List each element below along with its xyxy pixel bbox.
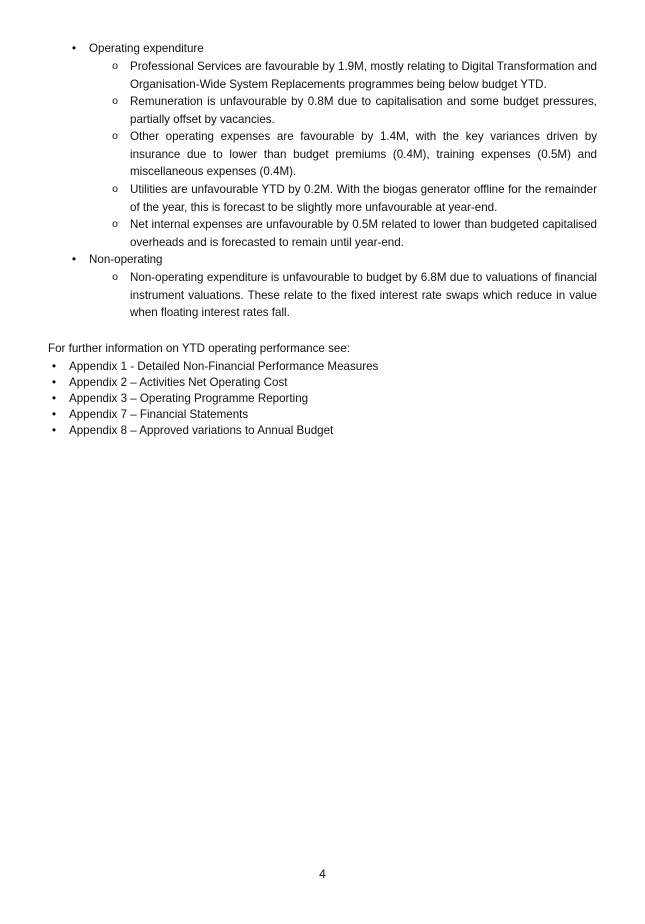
sub-bullet-icon: o (112, 218, 118, 230)
section-heading-text: Non-operating (89, 253, 163, 266)
bullet-icon: • (51, 375, 57, 389)
list-item (112, 93, 597, 128)
list-item (112, 269, 597, 322)
bullet-icon: • (51, 423, 57, 437)
sub-bullet-icon: o (112, 95, 118, 107)
list-item-text: Utilities are unfavourable YTD by 0.2M. With the biogas generator offline for the remainder of the year, this is forecast to be slightly more unfavourable at year-end. (130, 183, 597, 214)
bullet-icon: • (51, 359, 57, 373)
list-item (112, 181, 597, 216)
sub-bullet-icon: o (112, 130, 118, 142)
appendix-label: Appendix 3 – Operating Programme Reporting (69, 392, 309, 405)
appendix-label: Appendix 1 - Detailed Non-Financial Performance Measures (69, 360, 379, 373)
appendix-item (51, 390, 589, 408)
appendix-label: Appendix 2 – Activities Net Operating Cost (69, 376, 288, 389)
appendix-label: Appendix 7 – Financial Statements (69, 408, 249, 421)
list-item-text: Remuneration is unfavourable by 0.8M due to capitalisation and some budget pressures, partially offset by vacancies. (130, 95, 597, 126)
appendix-item (51, 358, 589, 376)
appendix-item (51, 406, 589, 424)
list-item-text: Other operating expenses are favourable by 1.4M, with the key variances driven by insurance due to lower than budget premiums (0.4M), training expenses (0.5M) and miscellaneous expenses (0.4M). (130, 130, 597, 178)
sub-bullet-icon: o (112, 60, 118, 72)
appendix-item (51, 374, 589, 392)
list-item-text: Professional Services are favourable by 1.9M, mostly relating to Digital Transformation and Organisation-Wide System Replacements programmes being below budget YTD. (130, 60, 597, 91)
bullet-icon: • (51, 407, 57, 421)
bullet-icon: • (51, 391, 57, 405)
list-item (112, 216, 597, 251)
further-info-intro: For further information on YTD operating performance see: (48, 342, 351, 355)
sub-bullet-icon: o (112, 183, 118, 195)
appendix-item (51, 422, 589, 440)
sub-bullet-icon: o (112, 271, 118, 283)
list-item-text: Non-operating expenditure is unfavourable to budget by 6.8M due to valuations of financial instrument valuations. These relate to the fixed interest rate swaps which reduce in value when floating interest rates fall. (130, 271, 597, 319)
section-heading-operating-expenditure (71, 40, 609, 58)
list-item (112, 128, 597, 181)
bullet-icon: • (71, 252, 77, 266)
bullet-icon: • (71, 41, 77, 55)
section-heading-text: Operating expenditure (89, 42, 204, 55)
list-item-text: Net internal expenses are unfavourable by 0.5M related to lower than budgeted capitalised overheads and is forecasted to remain until year-end. (130, 218, 597, 249)
page-number: 4 (319, 867, 326, 881)
appendix-label: Appendix 8 – Approved variations to Annual Budget (69, 424, 334, 437)
list-item (112, 58, 597, 93)
section-heading-non-operating (71, 251, 609, 269)
